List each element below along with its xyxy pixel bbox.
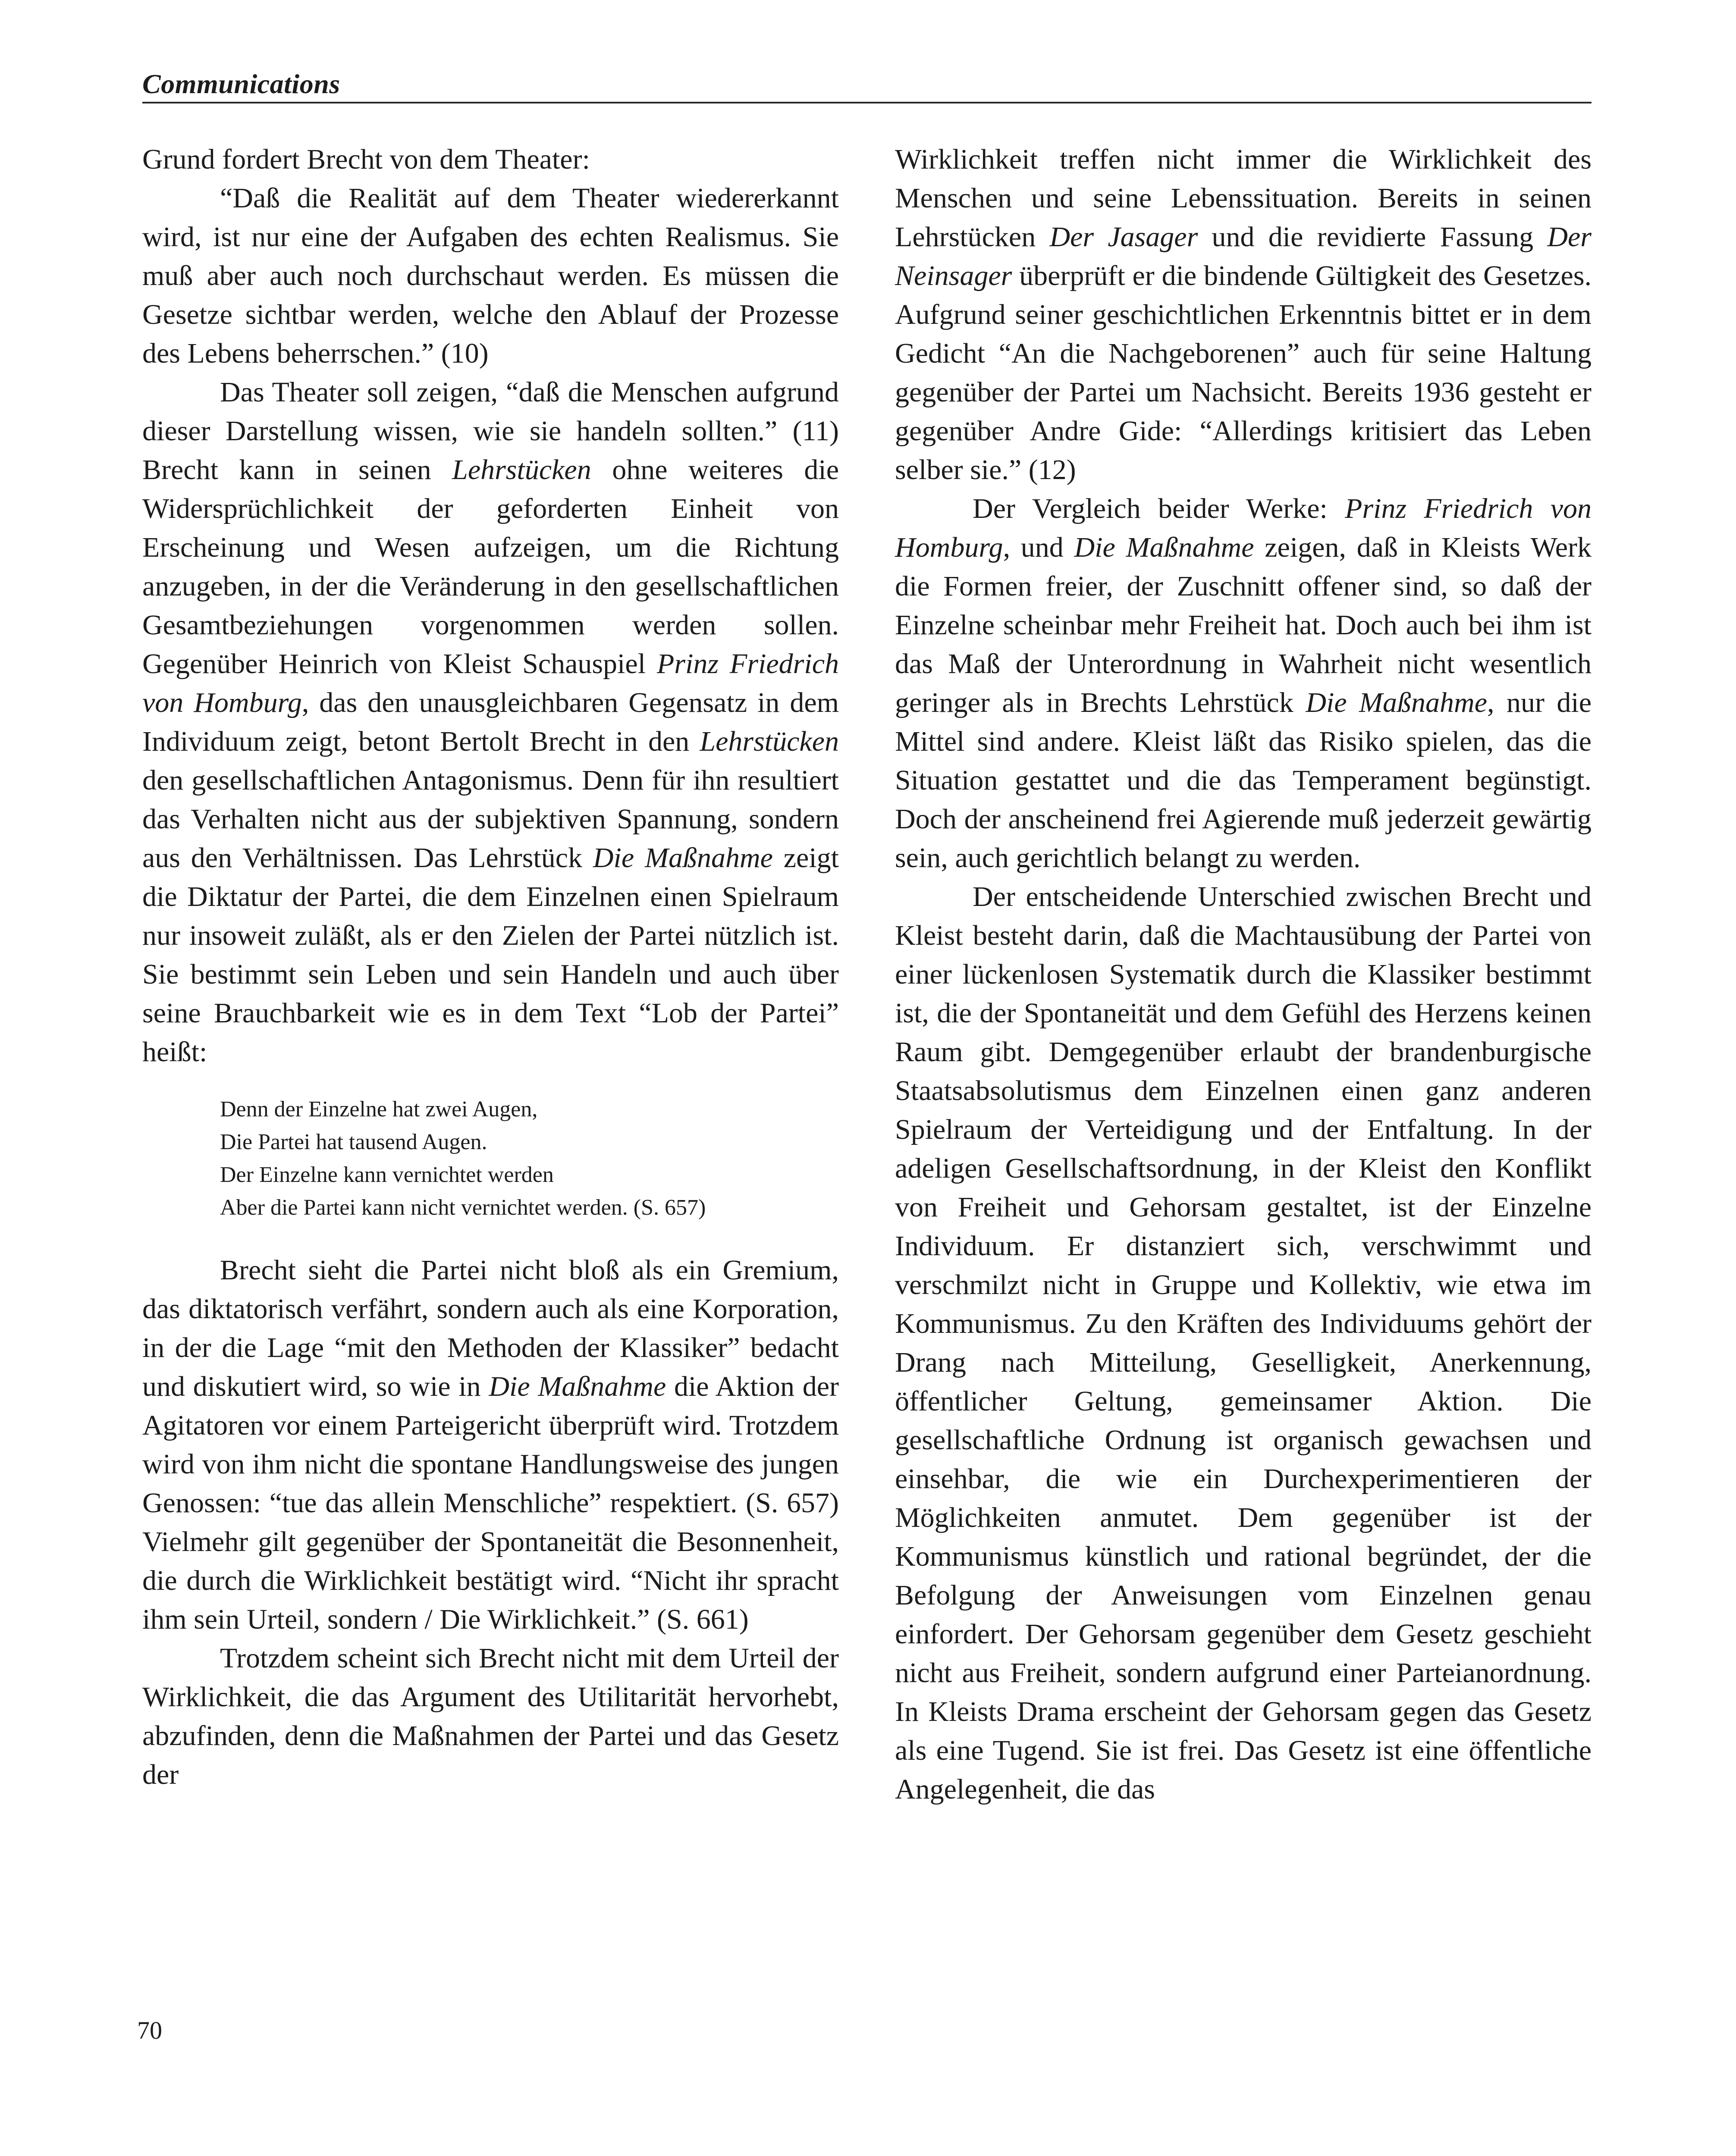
paragraph [142, 373, 839, 1072]
italic-title: Der Neinsager [895, 221, 1592, 291]
left-column [142, 140, 839, 1794]
italic-title: Die Maßnahme [593, 842, 773, 874]
italic-title: Prinz Friedrich von Homburg [895, 493, 1592, 563]
verse-line: Aber die Partei kann nicht vernichtet werden. (S. 657) [220, 1195, 706, 1220]
text-run: Brecht sieht die Partei nicht bloß als ein Gremium, das diktatorisch verfährt, sondern auch als eine Korporation, in der die Lage “mit den Methoden der Klassiker” bedacht und diskutiert wird, so wie in [142, 1254, 839, 1402]
text-run: ohne weiteres die Widersprüchlichkeit der geforderten Einheit von Erscheinung und Wesen aufzeigen, um die Richtung anzugeben, in der die Veränderung in den gesellschaftlichen Gesamtbeziehungen vorgenommen werden sollen. Gegenüber Heinrich von Kleist Schauspiel [142, 454, 839, 680]
text-run: , und [1003, 532, 1074, 563]
header-rule [142, 102, 1592, 103]
italic-title: Der Jasager [1049, 221, 1198, 253]
text-run: überprüft er die bindende Gültigkeit des Gesetzes. Aufgrund seiner geschichtlichen Erkenntnis bittet er in dem Gedicht “An die Nachgeborenen” auch für seine Haltung gegenüber der Partei um Nachsicht. Bereits 1936 gesteht er gegenüber Andre Gide: “Allerdings kritisiert das Leben selber sie.” (12) [895, 260, 1592, 486]
verse-line: Denn der Einzelne hat zwei Augen, [220, 1097, 538, 1122]
text-run: Wirklichkeit treffen nicht immer die Wirklichkeit des Menschen und seine Lebenssituation. Bereits in seinen Lehrstücken [895, 144, 1592, 253]
verse-quote [220, 1093, 839, 1224]
text-run: Der Vergleich beider Werke: [973, 493, 1345, 524]
text-run: zeigen, daß in Kleists Werk die Formen freier, der Zuschnitt offener sind, so daß der Einzelne scheinbar mehr Freiheit hat. Doch auch bei ihm ist das Maß der Unterordnung in Wahrheit nicht wesentlich geringer als in Brechts Lehrstück [895, 532, 1592, 718]
italic-title: Die Maßnahme [489, 1371, 666, 1402]
journal-title: Communications [142, 69, 340, 99]
text-run: zeigt die Diktatur der Partei, die dem Einzelnen einen Spielraum nur insoweit zuläßt, als er den Zielen der Partei nützlich ist. Sie bestimmt sein Leben und sein Handeln und auch über seine Brauchbarkeit wie es in dem Text “Lob der Partei” heißt: [142, 842, 839, 1068]
page-number: 70 [137, 2016, 162, 2044]
paragraph: Der entscheidende Unterschied zwischen Brecht und Kleist besteht darin, daß die Machtausübung der Partei von einer lückenlosen Systematik durch die Klassiker bestimmt ist, die der Spontaneität und dem Gefühl des Herzens keinen Raum gibt. Demgegenüber erlaubt der brandenburgische Staatsabsolutismus dem Einzelnen einen ganz anderen Spielraum der Verteidigung und der Entfaltung. In der adeligen Gesellschaftsordnung, in der Kleist den Konflikt von Freiheit und Gehorsam gestaltet, ist der Einzelne Individuum. Er distanziert sich, verschwimmt und verschmilzt nicht in Gruppe und Kollektiv, wie etwa im Kommunismus. Zu den Kräften des Individuums gehört der Drang nach Mitteilung, Geselligkeit, Anerkennung, öffentlicher Geltung, gemeinsamer Aktion. Die gesellschaftliche Ordnung ist organisch gewachsen und einsehbar, die wie ein Durchexperimentieren der Möglichkeiten anmutet. Dem gegenüber ist der Kommunismus künstlich und rational begründet, der die Befolgung der Anweisungen vom Einzelnen genau einfordert. Der Gehorsam gegenüber dem Gesetz geschieht nicht aus Freiheit, sondern aufgrund einer Parteianordnung. In Kleists Drama erscheint der Gehorsam gegen das Gesetz als eine Tugend. Sie ist frei. Das Gesetz ist eine öffentliche Angelegenheit, die das [895, 881, 1592, 1805]
paragraph [895, 140, 1592, 489]
paragraph: Trotzdem scheint sich Brecht nicht mit dem Urteil der Wirklichkeit, die das Argument des Utilitarität hervorhebt, abzufinden, denn die Maßnahmen der Partei und das Gesetz der [142, 1642, 839, 1790]
paragraph: Grund fordert Brecht von dem Theater: [142, 144, 590, 175]
running-header [142, 65, 1592, 103]
verse-line: Die Partei hat tausend Augen. [220, 1130, 487, 1154]
paragraph [142, 1251, 839, 1639]
text-run: die Aktion der Agitatoren vor einem Parteigericht überprüft wird. Trotzdem wird von ihm nicht die spontane Handlungsweise des jungen Genossen: “tue das allein Menschliche” respektiert. (S. 657) Vielmehr gilt gegenüber der Spontaneität die Besonnenheit, die durch die Wirklichkeit bestätigt wird. “Nicht ihr spracht ihm sein Urteil, sondern / Die Wirklichkeit.” (S. 661) [142, 1371, 839, 1635]
verse-line: Der Einzelne kann vernichtet werden [220, 1163, 554, 1187]
paragraph [895, 489, 1592, 877]
italic-title: Die Maßnahme [1306, 687, 1487, 718]
right-column [895, 140, 1592, 1809]
italic-title: Die Maßnahme [1074, 532, 1254, 563]
italic-title: Prinz Friedrich von Homburg [142, 648, 839, 718]
italic-title: Lehrstücken [452, 454, 591, 486]
block-quote: “Daß die Realität auf dem Theater wiedererkannt wird, ist nur eine der Aufgaben des echten Realismus. Sie muß aber auch noch durchschaut werden. Es müssen die Gesetze sichtbar werden, welche den Ablauf der Prozesse des Lebens beherrschen.” (10) [142, 182, 839, 369]
italic-title: Lehrstücken [700, 726, 839, 757]
text-run: und die revidierte Fassung [1198, 221, 1548, 253]
text-run: den gesellschaftlichen Antagonismus. Denn für ihn resultiert das Verhalten nicht aus der subjektiven Spannung, sondern aus den Verhältnissen. Das Lehrstück [142, 765, 839, 874]
text-run: , nur die Mittel sind andere. Kleist läßt das Risiko spielen, das die Situation gestattet und die das Temperament begünstigt. Doch der anscheinend frei Agierende muß jederzeit gewärtig sein, auch gerichtlich belangt zu werden. [895, 687, 1592, 874]
text-run: , das den unausgleichbaren Gegensatz in dem Individuum zeigt, betont Bertolt Brecht in den [142, 687, 839, 757]
text-run: Das Theater soll zeigen, “daß die Menschen aufgrund dieser Darstellung wissen, wie sie handeln sollten.” (11) Brecht kann in seinen [142, 376, 839, 486]
